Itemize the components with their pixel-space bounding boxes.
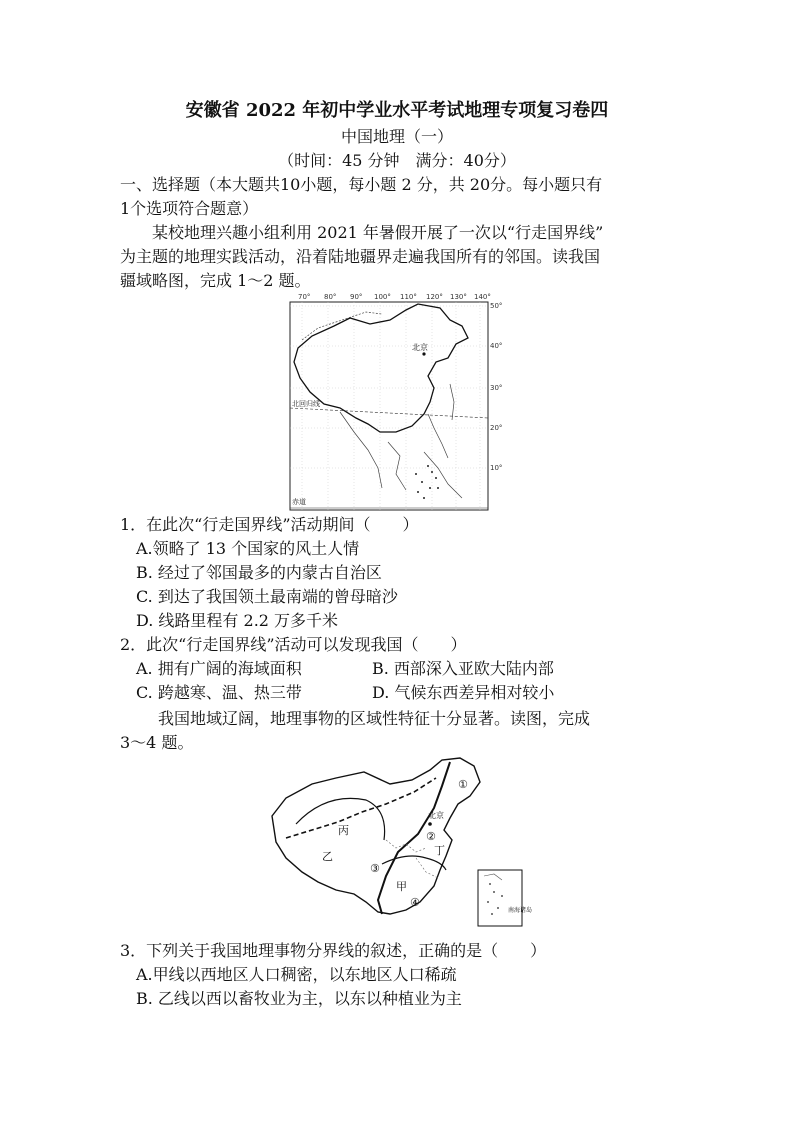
line-jia [378,762,450,914]
china-outline [272,758,480,914]
exam-subtitle: 中国地理（一） [340,127,453,146]
beijing-dot-icon [428,822,432,826]
beijing-label: 北京 [428,811,444,820]
question3-option-a[interactable]: A.甲线以西地区人口稠密，以东地区人口稀疏 [136,965,457,984]
question2-option-d[interactable]: D. 气候东西差异相对较小 [372,683,555,702]
equator-label: 赤道 [292,498,306,506]
question2-stem: 2．此次“行走国界线”活动可以发现我国（ ） [120,635,467,654]
passage1-line1: 某校地理兴趣小组利用 2021 年暑假开展了一次以“行走国界线” [152,223,604,242]
region-label: ④ [410,896,420,909]
beijing-label: 北京 [412,343,428,352]
china-territory-map [278,292,506,512]
inset-label: 南海诸岛 [508,907,533,914]
passage2-line2: 3～4 题。 [120,733,194,752]
region-label: ② [426,830,436,843]
lon-label: 80° [324,293,337,301]
passage1-line3: 疆域略图，完成 1～2 题。 [120,271,311,290]
lon-label: 100° [374,293,391,301]
lon-label: 130° [450,293,467,301]
question1-option-a[interactable]: A.领略了 13 个国家的风土人情 [136,539,360,558]
lat-label: 20° [490,424,503,432]
passage1-line2: 为主题的地理实践活动，沿着陆地疆界走遍我国所有的邻国。读我国 [120,247,601,266]
question1-stem: 1．在此次“行走国界线”活动期间（ ） [120,515,419,534]
tropic-label: 北回归线 [292,400,320,408]
beijing-dot-icon [422,352,425,355]
lon-label: 120° [426,293,443,301]
question3-option-b[interactable]: B. 乙线以西以畜牧业为主，以东以种植业为主 [136,989,462,1008]
question1-option-d[interactable]: D. 线路里程有 2.2 万多千米 [136,611,339,630]
region-label: ③ [370,862,380,875]
question1-option-b[interactable]: B. 经过了邻国最多的内蒙古自治区 [136,563,382,582]
question2-option-c[interactable]: C. 跨越寒、温、热三带 [136,683,302,702]
section-heading-line1: 一、选择题（本大题共10小题，每小题 2 分，共 20分。每小题只有 [120,175,603,194]
question2-option-a[interactable]: A. 拥有广阔的海域面积 [136,659,302,678]
lon-label: 110° [400,293,417,301]
lat-label: 10° [490,464,503,472]
lon-label: 90° [350,293,363,301]
lat-label: 30° [490,384,503,392]
lon-label: 70° [298,293,311,301]
region-label: ① [458,778,468,791]
line-label: 乙 [322,850,333,863]
china-regions-map [266,752,533,932]
question2-option-b[interactable]: B. 西部深入亚欧大陆内部 [372,659,554,678]
passage2-line1: 我国地域辽阔，地理事物的区域性特征十分显著。读图，完成 [158,709,591,728]
exam-time-info: （时间：45 分钟 满分：40分） [278,151,516,170]
line-yi [286,778,436,838]
question1-option-c[interactable]: C. 到达了我国领土最南端的曾母暗沙 [136,587,398,606]
lat-label: 50° [490,302,503,310]
line-label: 丙 [338,824,349,837]
line-label: 甲 [396,880,407,893]
line-label: 丁 [434,844,445,857]
exam-title: 安徽省 2022 年初中学业水平考试地理专项复习卷四 [185,100,609,121]
section-heading-line2: 1个选项符合题意） [120,199,259,218]
question3-stem: 3．下列关于我国地理事物分界线的叙述，正确的是（ ） [120,941,547,960]
lat-label: 40° [490,342,503,350]
lon-label: 140° [474,293,491,301]
